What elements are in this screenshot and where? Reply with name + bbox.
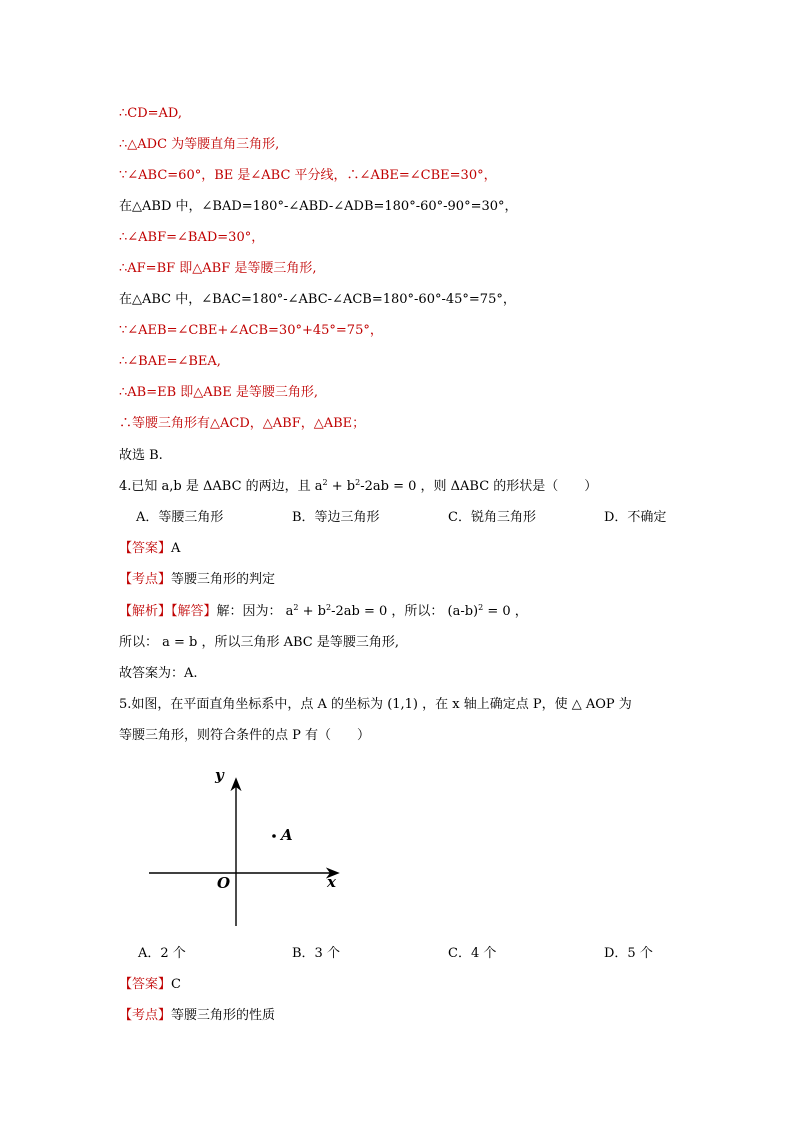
- point-a-dot: [272, 834, 276, 838]
- q4-option-a[interactable]: A．等腰三角形: [136, 510, 224, 525]
- q5-answer-tag: 【答案】: [119, 977, 172, 992]
- q5-kaodian-tag: 【考点】: [119, 1008, 172, 1023]
- q4-answer-value: A: [171, 541, 181, 556]
- question-5-stem-line1: 5.如图，在平面直角坐标系中，点 A 的坐标为 (1,1) ，在 x 轴上确定点 P，使 △ AOP 为: [119, 697, 632, 712]
- coordinate-figure: [145, 764, 345, 930]
- q4-answer: [119, 539, 180, 559]
- q5-kaodian: [119, 1006, 275, 1026]
- q4-jiexi-d: = 0 ，: [483, 604, 528, 619]
- solution-line-3: ∵∠ABC=60°，BE 是∠ABC 平分线，∴∠ABE=∠CBE=30°，: [119, 168, 497, 183]
- q4-jiexi-a: 解：因为： a: [216, 604, 294, 619]
- solution-line-1: ∴CD=AD,: [119, 106, 183, 121]
- solution-line-10: ∴AB=EB 即△ABE 是等腰三角形,: [119, 385, 318, 400]
- q4-jiexi-line3: 故答案为：A.: [119, 666, 198, 681]
- solution-line-4: 在△ABD 中，∠BAD=180°-∠ABD-∠ADB=180°-60°-90°=30°，: [119, 199, 518, 214]
- q4-jiexi-tag: 【解析】: [119, 604, 172, 619]
- q5-option-c[interactable]: C．4 个: [448, 946, 497, 961]
- solution-line-5: ∴∠ABF=∠BAD=30°，: [119, 230, 265, 245]
- q4-option-b[interactable]: B．等边三角形: [292, 510, 380, 525]
- q4-jieda-tag: 【解答】: [171, 604, 217, 619]
- q4-stem-mid: + b: [327, 479, 356, 494]
- q4-jiexi-line2: 所以： a = b ，所以三角形 ABC 是等腰三角形,: [119, 635, 400, 650]
- q4-stem-pre: 4.已知 a,b 是 ΔABC 的两边，且 a: [119, 479, 323, 494]
- q5-option-a[interactable]: A．2 个: [138, 946, 186, 961]
- q5-option-d[interactable]: D．5 个: [604, 946, 653, 961]
- q4-jiexi-exp2: 2: [326, 603, 332, 612]
- solution-line-2: ∴△ADC 为等腰直角三角形,: [119, 137, 280, 152]
- question-5-options: [0, 944, 794, 964]
- question-4-stem: [119, 477, 597, 497]
- q4-jiexi-c: -2ab = 0 ，所以： (a-b): [331, 604, 479, 619]
- solution-line-12: 故选 B.: [119, 448, 163, 463]
- question-4-options: [0, 508, 794, 528]
- q4-jiexi-exp1: 2: [293, 603, 299, 612]
- q4-jiexi: [119, 602, 528, 622]
- solution-line-9: ∴∠BAE=∠BEA,: [119, 354, 221, 369]
- q4-kaodian: [119, 570, 275, 590]
- solution-line-6: ∴AF=BF 即△ABF 是等腰三角形,: [119, 261, 317, 276]
- q4-kaodian-value: 等腰三角形的判定: [171, 572, 276, 587]
- origin-label: O: [217, 874, 231, 892]
- q5-option-b[interactable]: B．3 个: [292, 946, 340, 961]
- q5-answer-value: C: [171, 977, 181, 992]
- coordinate-plane: [145, 764, 345, 930]
- q5-kaodian-value: 等腰三角形的性质: [171, 1008, 276, 1023]
- q4-answer-tag: 【答案】: [119, 541, 172, 556]
- solution-line-11: ∴等腰三角形有△ACD，△ABF，△ABE；: [119, 416, 366, 431]
- q4-option-d[interactable]: D．不确定: [604, 510, 667, 525]
- q4-exp2: 2: [355, 478, 361, 487]
- q4-jiexi-b: + b: [298, 604, 326, 619]
- point-a-label: A: [281, 826, 293, 844]
- y-axis-label: y: [215, 766, 224, 784]
- q4-option-c[interactable]: C．锐角三角形: [448, 510, 536, 525]
- solution-line-7: 在△ABC 中，∠BAC=180°-∠ABC-∠ACB=180°-60°-45°=75°，: [119, 292, 516, 307]
- q4-kaodian-tag: 【考点】: [119, 572, 172, 587]
- x-axis-label: x: [327, 873, 336, 891]
- solution-line-8: ∵∠AEB=∠CBE+∠ACB=30°+45°=75°，: [119, 323, 383, 338]
- q4-stem-post: -2ab = 0 ，则 ΔABC 的形状是（ ）: [360, 479, 598, 494]
- question-5-stem-line2: 等腰三角形，则符合条件的点 P 有（ ）: [119, 728, 371, 743]
- q5-answer: [119, 975, 181, 995]
- q4-exp1: 2: [322, 478, 328, 487]
- q4-jiexi-exp3: 2: [478, 603, 484, 612]
